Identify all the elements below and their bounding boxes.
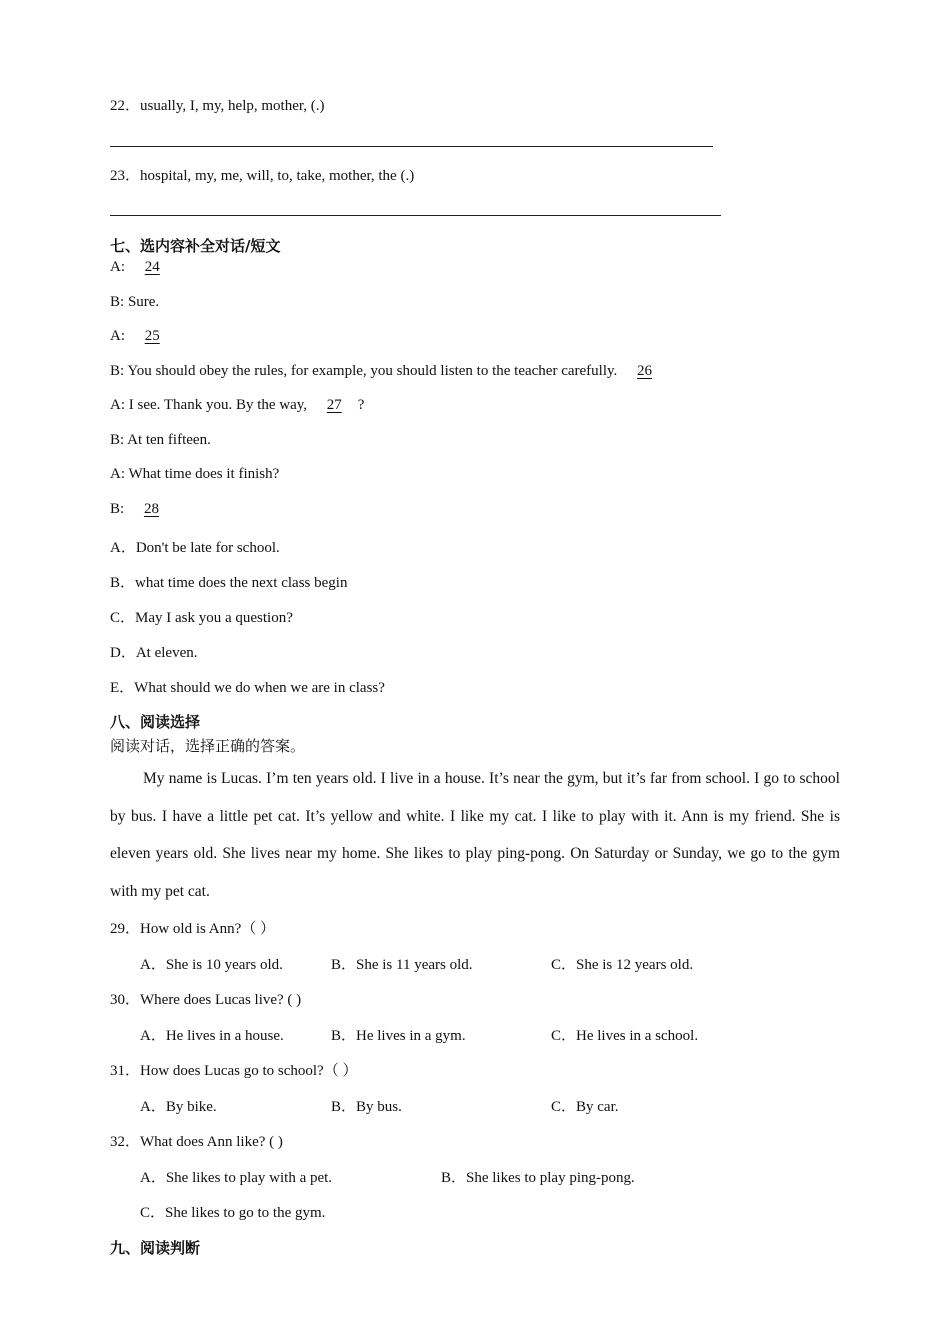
section-9-title: 九、阅读判断 [110,1239,201,1257]
section-8-title: 八、阅读选择 [110,713,201,731]
answer-line-22 [110,146,713,147]
speaker: A: [110,328,129,344]
speaker: B: [110,363,128,379]
dialogue-text: What time does it finish? [128,466,280,482]
option-b: B．what time does the next class begin [110,575,348,591]
dialogue-line [110,363,652,380]
option-a: A．Don't be late for school. [110,540,280,556]
dialogue-line [110,432,211,449]
question-30-option-c: C．He lives in a school. [551,1028,699,1044]
question-31-option-c: C．By car. [551,1099,619,1115]
option-e: E．What should we do when we are in class? [110,680,385,696]
speaker: B: [110,294,128,310]
question-30-option-b: B．He lives in a gym. [331,1028,466,1044]
blank-27: 27 [326,397,342,413]
dialogue-line [110,294,159,311]
dialogue-line [110,466,279,483]
question-32-option-a: A．She likes to play with a pet. [140,1170,333,1186]
question-32-option-b: B．She likes to play ping-pong. [441,1170,635,1186]
question-32: 32．What does Ann like? ( ) [110,1134,283,1150]
question-31-option-b: B．By bus. [331,1099,402,1115]
dialogue-text: You should obey the rules, for example, you should listen to the teacher carefully. [127,363,622,379]
question-30: 30．Where does Lucas live? ( ) [110,992,302,1008]
question-29-option-a: A．She is 10 years old. [140,957,283,973]
blank-24: 24 [144,259,160,275]
question-32-option-c: C．She likes to go to the gym. [140,1205,326,1221]
question-22: 22．usually, I, my, help, mother, (.) [110,98,325,114]
blank-28: 28 [143,501,159,517]
dialogue-text: I see. Thank you. By the way, [128,397,311,413]
dialogue-line [110,328,160,345]
answer-line-23 [110,215,721,216]
blank-26: 26 [637,363,653,379]
speaker: A: [110,259,129,275]
dialogue-line: A: I see. Thank you. By the way, 27 ? [110,397,365,413]
speaker: A: [110,397,129,413]
dialogue-line [110,501,159,518]
blank-25: 25 [144,328,160,344]
dialogue-line [110,259,160,276]
question-23: 23．hospital, my, me, will, to, take, mother, the (.) [110,168,415,184]
option-c: C．May I ask you a question? [110,610,293,626]
question-29-option-b: B．She is 11 years old. [331,957,473,973]
speaker: A: [110,466,129,482]
section-7-title: 七、选内容补全对话/短文 [110,237,281,255]
reading-passage: My name is Lucas. I’m ten years old. I live in a house. It’s near the gym, but it’s far from school. I go to school by bus. I have a little pet cat. It’s yellow and white. I like my cat. I like to play with it. Ann is my friend. She is eleven years old. She lives near my home. She likes to play ping-pong. On Saturday or Sunday, we go to the gym with my pet cat. [110,770,840,900]
speaker: B: [110,432,128,448]
section-8-instruction: 阅读对话，选择正确的答案。 [110,737,306,755]
question-29: 29．How old is Ann?（ ） [110,921,276,937]
question-29-option-c: C．She is 12 years old. [551,957,694,973]
option-d: D．At eleven. [110,645,198,661]
dialogue-text: At ten fifteen. [127,432,211,448]
speaker: B: [110,501,128,517]
question-30-option-a: A．He lives in a house. [140,1028,284,1044]
dialogue-text: Sure. [127,294,160,310]
question-31: 31．How does Lucas go to school?（ ） [110,1063,358,1079]
question-31-option-a: A．By bike. [140,1099,217,1115]
